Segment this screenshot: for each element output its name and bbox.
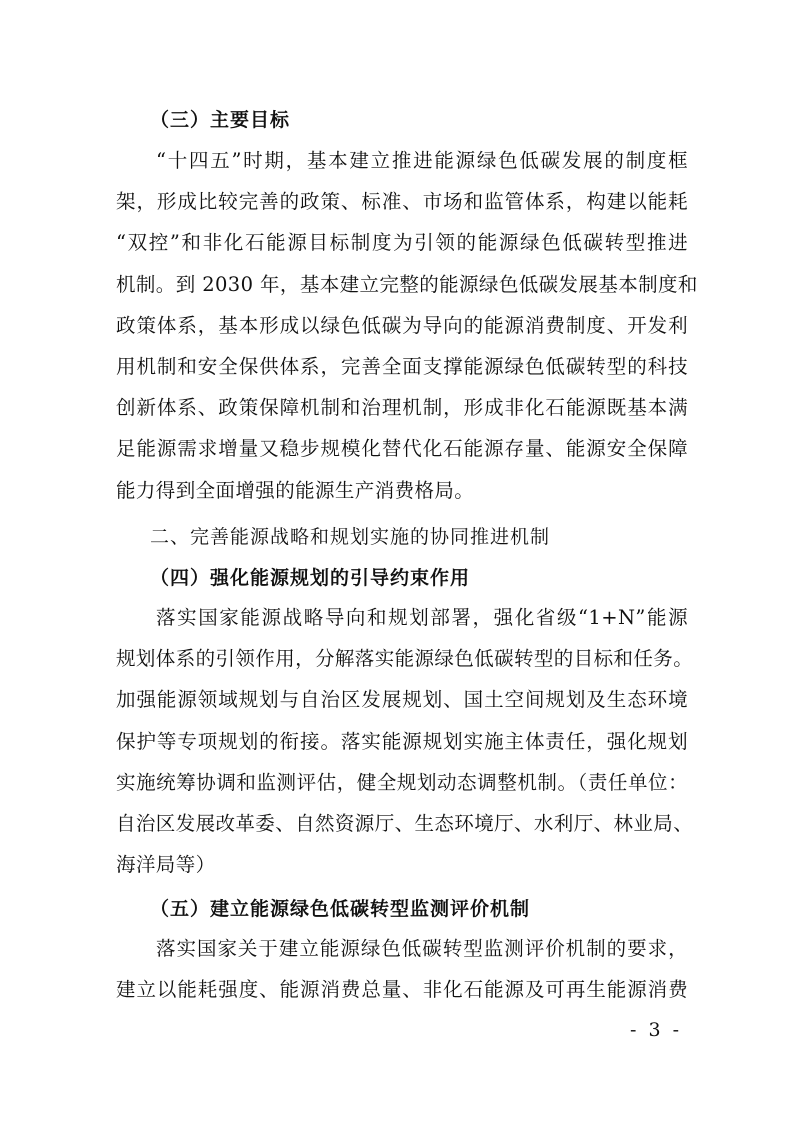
paragraph-line: 加强能源领域规划与自治区发展规划、国土空间规划及生态环境 bbox=[116, 688, 688, 712]
paragraph-energy-planning bbox=[116, 597, 694, 885]
paragraph-line: 实施统筹协调和监测评估，健全规划动态调整机制。（责任单位： bbox=[116, 770, 688, 794]
paragraph-main-goals bbox=[116, 140, 698, 511]
section-heading-2: 二、完善能源战略和规划实施的协同推进机制 bbox=[150, 526, 551, 548]
paragraph-line: 建立以能耗强度、能源消费总量、非化石能源及可再生能源消费 bbox=[116, 978, 688, 1002]
paragraph-line: “双控”和非化石能源目标制度为引领的能源绿色低碳转型推进 bbox=[116, 231, 688, 255]
paragraph-line: 足能源需求增量又稳步规模化替代化石能源存量、能源安全保障 bbox=[116, 437, 688, 461]
paragraph-monitoring-mechanism bbox=[116, 928, 688, 1010]
heading-main-goals: （三）主要目标 bbox=[150, 109, 291, 131]
heading-monitoring-mechanism: （五）建立能源绿色低碳转型监测评价机制 bbox=[150, 898, 531, 920]
paragraph-line: 架，形成比较完善的政策、标准、市场和监管体系，构建以能耗 bbox=[116, 190, 688, 214]
paragraph-line: 落实国家关于建立能源绿色低碳转型监测评价机制的要求， bbox=[156, 937, 688, 960]
heading-energy-planning: （四）强化能源规划的引导约束作用 bbox=[150, 567, 471, 589]
paragraph-line: 能力得到全面增强的能源生产消费格局。 bbox=[116, 478, 475, 502]
paragraph-line: 自治区发展改革委、自然资源厅、生态环境厅、水利厅、林业局、 bbox=[116, 811, 694, 835]
paragraph-line: 创新体系、政策保障机制和治理机制，形成非化石能源既基本满 bbox=[116, 396, 688, 420]
paragraph-line: 落实国家能源战略导向和规划部署，强化省级“1+N”能源 bbox=[156, 606, 688, 629]
paragraph-line: 政策体系，基本形成以绿色低碳为导向的能源消费制度、开发利 bbox=[116, 313, 688, 337]
paragraph-line: 机制。到 2030 年，基本建立完整的能源绿色低碳发展基本制度和 bbox=[116, 272, 698, 296]
paragraph-line: “十四五”时期，基本建立推进能源绿色低碳发展的制度框 bbox=[156, 149, 688, 172]
page-number: - 3 - bbox=[629, 1019, 682, 1041]
paragraph-line: 用机制和安全保供体系，完善全面支撑能源绿色低碳转型的科技 bbox=[116, 354, 688, 378]
paragraph-line: 保护等专项规划的衔接。落实能源规划实施主体责任，强化规划 bbox=[116, 729, 688, 753]
paragraph-line: 海洋局等） bbox=[116, 853, 216, 877]
paragraph-line: 规划体系的引领作用，分解落实能源绿色低碳转型的目标和任务。 bbox=[116, 647, 694, 671]
